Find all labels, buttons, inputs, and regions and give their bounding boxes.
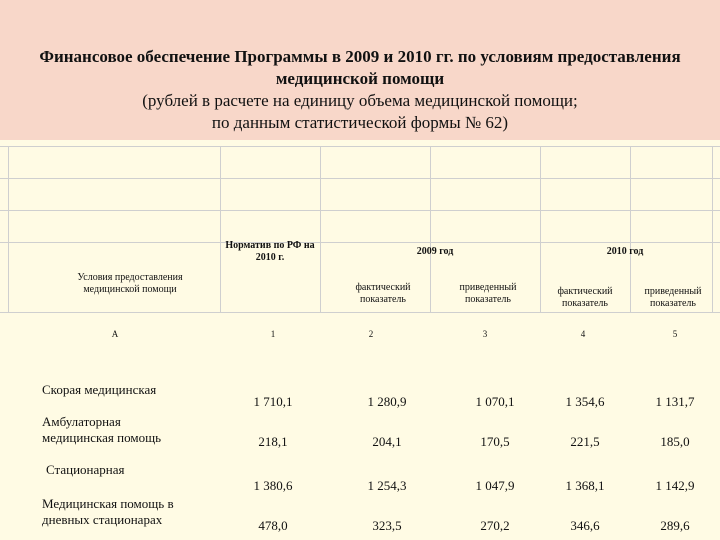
value-cell: 346,6 (570, 518, 600, 533)
value-cell: 170,5 (480, 434, 510, 449)
value-cell: 185,0 (660, 434, 690, 449)
index-cell: 3 (482, 329, 488, 339)
row-label-outpatient: Амбулаторная медицинская помощь (42, 414, 162, 445)
value-cell: 289,6 (660, 518, 690, 533)
grid-line (0, 146, 720, 147)
page-title (0, 46, 720, 134)
header-actual-2009: фактический показатель (355, 282, 411, 305)
value-cell: 1 368,1 (565, 478, 605, 493)
header-2010: 2010 год (606, 246, 644, 257)
value-cell: 221,5 (570, 434, 600, 449)
row-label-emergency: Скорая медицинская (42, 382, 157, 397)
grid-line (0, 210, 720, 211)
title-line-3: (рублей в расчете на единицу объема медицинской помощи; (142, 91, 578, 110)
row-label-inpatient: Стационарная (46, 462, 125, 477)
header-normative: Норматив по РФ на 2010 г. (225, 240, 315, 263)
grid-line (0, 178, 720, 179)
value-cell: 204,1 (372, 434, 402, 449)
value-cell: 1 380,6 (253, 478, 293, 493)
row-label-day-hospital: Медицинская помощь в дневных стационарах (42, 496, 174, 527)
grid-line (220, 146, 221, 312)
value-cell: 218,1 (258, 434, 288, 449)
header-adjusted-2010: приведенный показатель (644, 286, 702, 309)
grid-line (0, 242, 720, 243)
value-cell: 323,5 (372, 518, 402, 533)
value-cell: 1 131,7 (655, 394, 695, 409)
finance-table (0, 140, 720, 540)
header-2009: 2009 год (416, 246, 454, 257)
grid-line (8, 146, 9, 312)
grid-line (540, 146, 541, 312)
index-cell: 2 (368, 329, 374, 339)
index-cell: 4 (580, 329, 586, 339)
grid-line (430, 146, 431, 312)
value-cell: 1 354,6 (565, 394, 605, 409)
header-conditions: Условия предоставления медицинской помощи (77, 272, 183, 295)
value-cell: 270,2 (480, 518, 510, 533)
value-cell: 1 710,1 (253, 394, 293, 409)
index-cell: 5 (672, 329, 678, 339)
value-cell: 1 254,3 (367, 478, 407, 493)
index-cell: А (111, 329, 119, 339)
title-line-2: медицинской помощи (275, 69, 445, 88)
header-adjusted-2009: приведенный показатель (459, 282, 517, 305)
grid-line (0, 312, 720, 313)
header-actual-2010: фактический показатель (557, 286, 613, 309)
index-cell: 1 (270, 329, 276, 339)
value-cell: 478,0 (258, 518, 288, 533)
grid-line (320, 146, 321, 312)
title-line-4: по данным статистической формы № 62) (211, 113, 509, 132)
value-cell: 1 047,9 (475, 478, 515, 493)
value-cell: 1 142,9 (655, 478, 695, 493)
value-cell: 1 280,9 (367, 394, 407, 409)
value-cell: 1 070,1 (475, 394, 515, 409)
title-line-1: Финансовое обеспечение Программы в 2009 и 2010 гг. по условиям предоставления (39, 47, 681, 66)
